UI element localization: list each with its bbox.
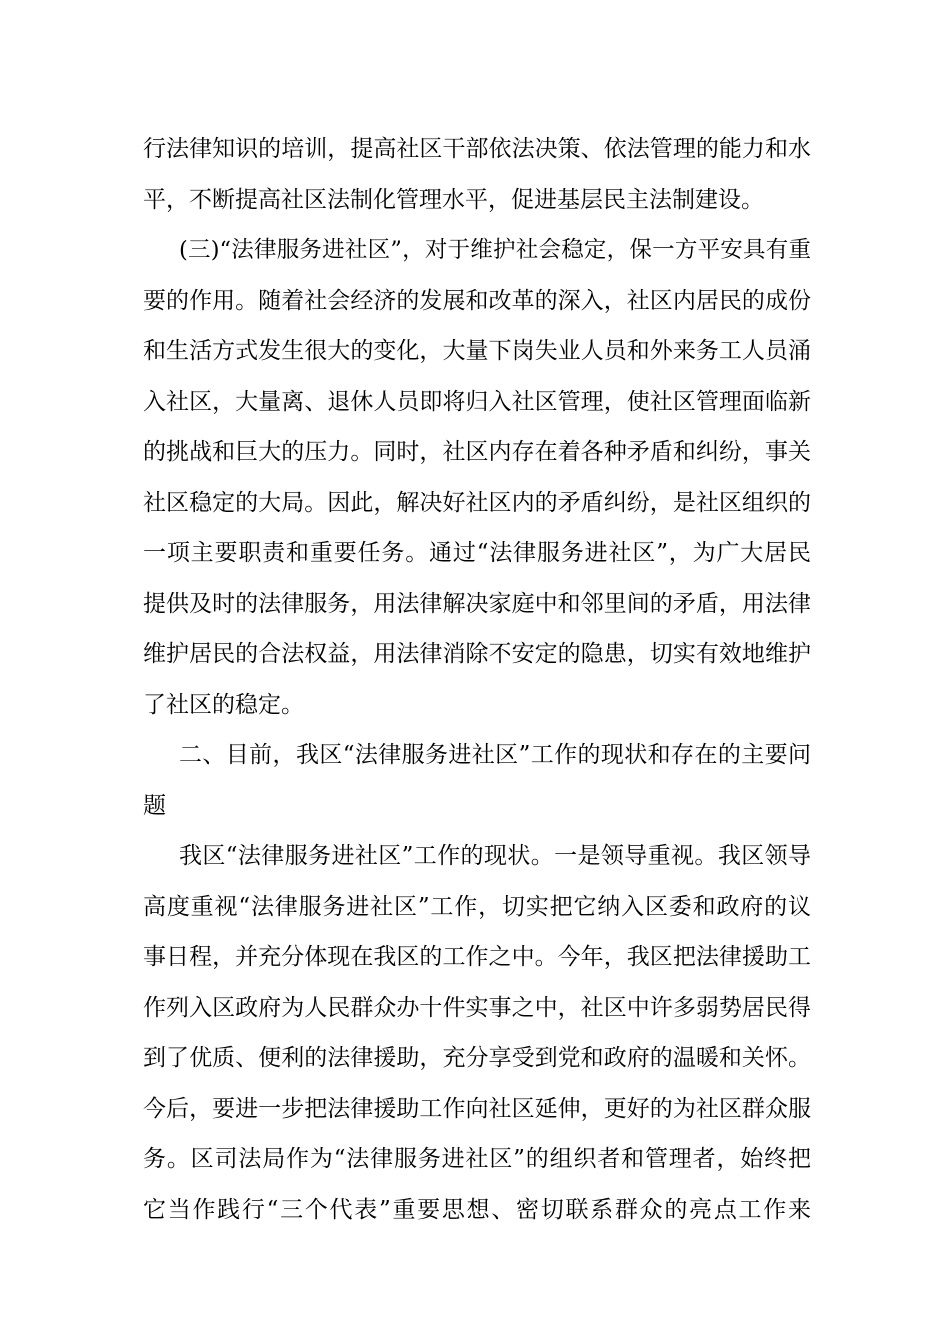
text-line: 了社区的稳定。 bbox=[143, 691, 304, 718]
text-line: 一项主要职责和重要任务。通过“法律服务进社区”，为广大居民 bbox=[143, 540, 811, 566]
text-line: 它当作践行“三个代表”重要思想、密切联系群众的亮点工作来 bbox=[143, 1196, 811, 1223]
text-line: 今后，要进一步把法律援助工作向社区延伸，更好的为社区群众服 bbox=[143, 1095, 811, 1122]
text-line: 提供及时的法律服务，用法律解决家庭中和邻里间的矛盾，用法律 bbox=[143, 590, 811, 617]
text-line: 作列入区政府为人民群众办十件实事之中，社区中许多弱势居民得 bbox=[143, 994, 811, 1021]
text-line: 事日程，并充分体现在我区的工作之中。今年，我区把法律援助工 bbox=[143, 944, 811, 970]
text-line: 维护居民的合法权益，用法律消除不安定的隐患，切实有效地维护 bbox=[143, 641, 811, 667]
text-line: 的挑战和巨大的压力。同时，社区内存在着各种矛盾和纠纷，事关 bbox=[143, 439, 811, 465]
text-line: 入社区，大量离、退休人员即将归入社区管理，使社区管理面临新 bbox=[143, 388, 811, 415]
text-line: (三)“法律服务进社区”，对于维护社会稳定，保一方平安具有重 bbox=[179, 237, 811, 263]
text-line: 二、目前，我区“法律服务进社区”工作的现状和存在的主要问 bbox=[179, 742, 811, 768]
text-line: 和生活方式发生很大的变化，大量下岗失业人员和外来务工人员涌 bbox=[143, 338, 811, 364]
text-line: 到了优质、便利的法律援助，充分享受到党和政府的温暖和关怀。 bbox=[143, 1045, 811, 1071]
text-line: 要的作用。随着社会经济的发展和改革的深入，社区内居民的成份 bbox=[143, 287, 811, 314]
text-line: 我区“法律服务进社区”工作的现状。一是领导重视。我区领导 bbox=[179, 843, 811, 869]
text-line: 题 bbox=[143, 792, 166, 819]
text-line: 行法律知识的培训，提高社区干部依法决策、依法管理的能力和水 bbox=[143, 136, 811, 162]
text-line: 社区稳定的大局。因此，解决好社区内的矛盾纠纷，是社区组织的 bbox=[143, 489, 811, 516]
body-text bbox=[143, 124, 811, 1235]
text-line: 高度重视“法律服务进社区”工作，切实把它纳入区委和政府的议 bbox=[143, 893, 811, 920]
text-line: 平，不断提高社区法制化管理水平，促进基层民主法制建设。 bbox=[143, 186, 764, 213]
text-line: 务。区司法局作为“法律服务进社区”的组织者和管理者，始终把 bbox=[143, 1146, 811, 1172]
